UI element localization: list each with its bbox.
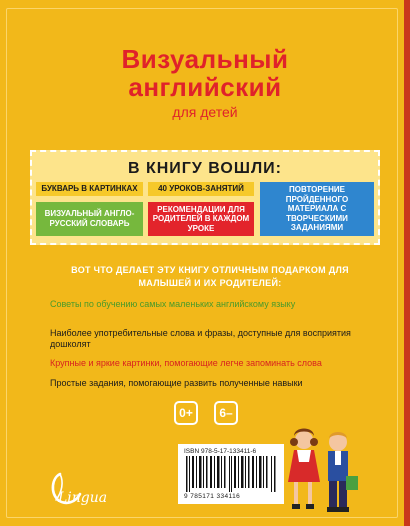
- contents-item-parent-tips: РЕКОМЕНДАЦИИ ДЛЯ РОДИТЕЛЕЙ В КАЖДОМ УРОКЕ: [148, 202, 254, 236]
- intro-text: ВОТ ЧТО ДЕЛАЕТ ЭТУ КНИГУ ОТЛИЧНЫМ ПОДАРКОМ ДЛЯ МАЛЫШЕЙ И ИХ РОДИТЕЛЕЙ:: [71, 265, 349, 288]
- publisher-name: Lingua: [58, 490, 108, 506]
- title-line-2: английский: [128, 72, 282, 102]
- feature-item: Крупные и яркие картинки, помогающие легче запоминать слова: [50, 358, 322, 368]
- contents-heading: В КНИГУ ВОШЛИ:: [127, 160, 283, 177]
- barcode-icon: [186, 456, 276, 492]
- contents-item-lessons: 40 УРОКОВ-ЗАНЯТИЙ: [148, 182, 254, 196]
- feature-item: Советы по обучению самых маленьких английскому языку: [50, 299, 296, 309]
- feature-item: Простые задания, помогающие развить полученные навыки: [50, 378, 303, 388]
- isbn-text: ISBN 978-5-17-133411-6: [184, 448, 257, 455]
- age-badge: 0+: [174, 401, 198, 425]
- title-line-1: Визуальный: [121, 44, 289, 74]
- contents-item-review: ПОВТОРЕНИЕ ПРОЙДЕННОГО МАТЕРИАЛА С ТВОРЧЕСКИМИ ЗАДАНИЯМИ: [260, 182, 374, 236]
- children-illustration: [282, 420, 362, 516]
- barcode-number: 9 785171 334116: [184, 493, 241, 500]
- barcode: [178, 444, 284, 504]
- feature-item: Наиболее употребительные слова и фразы, доступные для восприятия дошколят: [50, 328, 351, 350]
- contents-item-dictionary: ВИЗУАЛЬНЫЙ АНГЛО-РУССКИЙ СЛОВАРЬ: [36, 202, 143, 236]
- age-badge: 6–: [214, 401, 238, 425]
- contents-item-alphabet: БУКВАРЬ В КАРТИНКАХ: [36, 182, 143, 196]
- title-line-3: для детей: [172, 104, 238, 120]
